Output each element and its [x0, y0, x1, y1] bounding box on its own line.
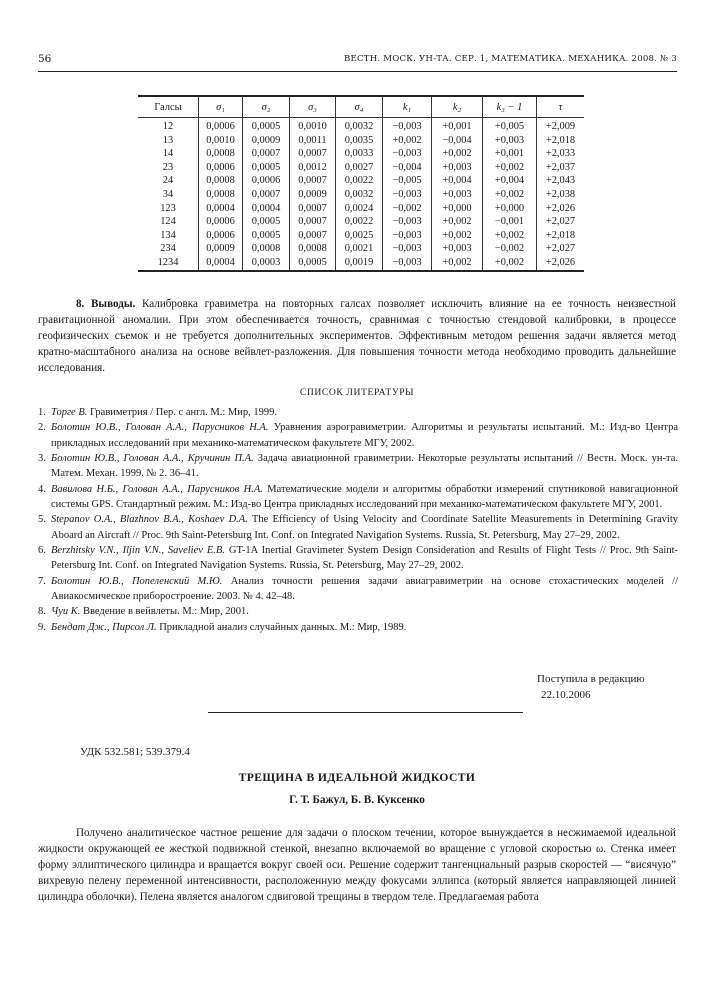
table-cell: 0,0005 — [243, 161, 290, 175]
table-cell: +0,002 — [483, 161, 537, 175]
table-cell: +0,003 — [432, 188, 483, 202]
table-cell: −0,003 — [383, 215, 432, 229]
table-cell: −0,002 — [383, 202, 432, 216]
table-cell: 0,0006 — [199, 118, 243, 134]
reference-authors: Торге В. — [51, 407, 88, 418]
table-cell: +0,002 — [432, 229, 483, 243]
section-heading: 8. Выводы. — [76, 298, 136, 310]
table-cell: 0,0005 — [243, 215, 290, 229]
table-cell: +2,027 — [537, 242, 585, 256]
reference-item — [38, 420, 678, 451]
reference-text: Задача авиационной гравиметрии. Некоторые результаты испытаний // Вестн. Моск. ун-та. Матем. Механ. 1999. № 2. 36–41. — [51, 453, 679, 480]
table-cell: 0,0004 — [199, 256, 243, 271]
reference-text: Гравиметрия / Пер. с англ. М.: Мир, 1999. — [87, 407, 277, 418]
table-cell: +0,002 — [432, 256, 483, 271]
table-cell: +0,000 — [483, 202, 537, 216]
table-cell: 0,0022 — [336, 174, 383, 188]
reference-item — [38, 543, 678, 574]
table-cell: 0,0005 — [243, 118, 290, 134]
reference-number: 5. — [38, 514, 46, 526]
reference-text: Уравнения аэрогравиметрии. Алгоритмы и результаты испытаний. М.: Изд-во Центра прикладных исследований при механико-математическом факультете МГУ, 2002. — [51, 422, 678, 449]
conclusions-paragraph — [38, 296, 676, 376]
received-note — [537, 671, 677, 703]
table-cell: 0,0004 — [243, 202, 290, 216]
reference-item — [38, 620, 678, 635]
table-cell: 0,0006 — [199, 229, 243, 243]
reference-authors: Болотин Ю.В., Попеленский М.Ю. — [51, 575, 223, 587]
table-cell: 0,0009 — [290, 188, 336, 202]
table-cell: +0,004 — [432, 174, 483, 188]
table-cell: 0,0011 — [290, 134, 336, 148]
reference-item — [38, 512, 678, 543]
reference-authors: Вавилова Н.Б., Голован А.А., Парусников Н.А. — [51, 483, 263, 495]
reference-authors: Болотин Ю.В., Голован А.А., Кручинин П.А. — [51, 453, 254, 465]
table-cell: +2,033 — [537, 147, 585, 161]
table-cell: 0,0010 — [290, 118, 336, 134]
abstract-paragraph: Получено аналитическое частное решение для задачи о плоском течении, которое вынуждается в несжимаемой идеальной жидкости окружающей ее жесткой подвижной стенкой, внезапно включаемой во вращение с угловой скоростью ω. Стенка имеет форму эллиптического цилиндра и вращается вокруг своей оси. Решение содержит тангенциальный разрыв скоростей — “висячую” вихревую пелену переменной интенсивности, расположенную между фокусами эллипса (который является направляющей линией цилиндра оболочки). Пелена является аналогом сдвиговой трещины в твердом теле. Предлагаемая работа — [38, 827, 676, 904]
table-cell: 0,0006 — [199, 161, 243, 175]
table-cell: 0,0032 — [336, 118, 383, 134]
column-header: σ₄ — [336, 96, 383, 118]
table-cell: +0,003 — [432, 242, 483, 256]
references-list — [38, 405, 678, 635]
table-cell: 0,0007 — [290, 229, 336, 243]
references-title: СПИСОК ЛИТЕРАТУРЫ — [299, 387, 415, 398]
table-cell: 0,0006 — [243, 174, 290, 188]
table-cell: 0,0027 — [336, 161, 383, 175]
table-cell: +0,002 — [483, 229, 537, 243]
table-cell: +0,004 — [483, 174, 537, 188]
table-body — [138, 118, 584, 271]
table-cell: 0,0025 — [336, 229, 383, 243]
table-cell: −0,003 — [383, 242, 432, 256]
table-cell: 0,0021 — [336, 242, 383, 256]
table-row — [138, 188, 584, 202]
conclusions-text: Калибровка гравиметра на повторных галсах позволяет исключить влияние на ее точность неизвестной гравитационной аномалии. При этом обеспечивается точность, сравнимая с точностью стендовой калибровки, в процессе геофизических съемок и не требуется дополнительных экспериментов. Эффективным методом решения задачи является метод кратно-масштабного анализа на основе вейвлет-разложения. Для повышения точности метода необходимо проводить дальнейшие исследования. — [38, 298, 676, 375]
table-cell-gals: 14 — [162, 148, 174, 160]
reference-text: GT-1A Inertial Gravimeter System Design Consideration and Results of Flight Tests // Proc. 9th Saint-Petersburg Int. Conf. on Integrated Navigation Systems. Russia, St. Petersburg, May 27–29, 2002. — [51, 545, 678, 572]
table-cell: 0,0008 — [199, 188, 243, 202]
reference-text: The Efficiency of Using Velocity and Coordinate Satellite Measurements in Determining Gravity Aboard an Aircraft // Proc. 9th Saint-Petersburg Int. Conf. on Integrated Navigation Systems. Russia, St. Petersburg, May 27–29, 2002. — [51, 514, 678, 541]
reference-item — [38, 451, 678, 482]
header-rule — [38, 71, 677, 72]
table-row — [138, 242, 584, 256]
article-separator — [208, 712, 523, 713]
table-cell: +0,003 — [483, 134, 537, 148]
reference-number: 7. — [38, 575, 46, 587]
received-date: 22.10.2006 — [541, 689, 591, 701]
table-cell-gals: 134 — [160, 229, 176, 241]
reference-text: Анализ точности решения задачи авиагравиметрии на основе стохастических моделей // Авиакосмическое приборостроение. 2003. № 4. 42–48. — [51, 575, 678, 603]
reference-authors: Berzhitsky V.N., Iljin V.N., Saveliev E.B. — [51, 545, 225, 557]
table-cell: 0,0007 — [243, 147, 290, 161]
table-cell: 0,0009 — [243, 134, 290, 148]
table-cell: −0,003 — [383, 147, 432, 161]
table-cell: +0,002 — [483, 188, 537, 202]
reference-number: 1. — [38, 407, 46, 418]
table-cell: 0,0007 — [290, 215, 336, 229]
table-row — [138, 174, 584, 188]
journal-reference: ВЕСТН. МОСК. УН-ТА. СЕР. 1, МАТЕМАТИКА. МЕХАНИКА. 2008. № 3 — [344, 54, 677, 64]
table-cell: +2,018 — [537, 134, 585, 148]
table-header-row — [138, 96, 584, 118]
reference-text: Введение в вейвлеты. М.: Мир, 2001. — [80, 606, 249, 618]
reference-number: 4. — [38, 483, 46, 495]
table-cell: −0,003 — [383, 256, 432, 271]
table-cell: 0,0007 — [290, 202, 336, 216]
reference-item — [38, 604, 678, 619]
reference-authors: Stepanov O.A., Blazhnov B.A., Koshaev D.A. — [51, 514, 248, 526]
table-cell: 0,0005 — [243, 229, 290, 243]
table-cell: +2,026 — [537, 256, 585, 271]
table-cell: 0,0004 — [199, 202, 243, 216]
table-cell: +0,001 — [483, 147, 537, 161]
table-cell: +0,001 — [432, 118, 483, 134]
table-cell: +2,009 — [537, 118, 585, 134]
table-cell: 0,0007 — [290, 147, 336, 161]
table-cell-gals: 1234 — [157, 256, 179, 268]
table-row — [138, 118, 584, 134]
reference-item — [38, 574, 678, 605]
table-cell: +0,002 — [483, 256, 537, 271]
table-cell-gals: 13 — [162, 134, 174, 146]
table-cell: −0,005 — [383, 174, 432, 188]
table-row — [138, 147, 584, 161]
table-cell: 0,0008 — [199, 174, 243, 188]
table-cell: +0,002 — [432, 215, 483, 229]
column-header: σ₃ — [290, 96, 336, 118]
reference-authors: Бендат Дж., Пирсол Л. — [51, 621, 157, 633]
table-cell: 0,0035 — [336, 134, 383, 148]
table-cell: 0,0007 — [243, 188, 290, 202]
reference-text: Прикладной анализ случайных данных. М.: Мир, 1989. — [156, 621, 407, 633]
table-row — [138, 134, 584, 148]
column-header: σ₁ — [199, 96, 243, 118]
table-cell-gals: 234 — [160, 243, 176, 255]
table-cell: +2,043 — [537, 174, 585, 188]
table-cell: +0,002 — [383, 134, 432, 148]
column-header: k₃ − 1 — [483, 96, 537, 118]
table-cell: 0,0019 — [336, 256, 383, 271]
table-cell: +2,038 — [537, 188, 585, 202]
udc-code: УДК 532.581; 539.379.4 — [80, 746, 190, 758]
table-cell: −0,004 — [383, 161, 432, 175]
table-cell: 0,0008 — [199, 147, 243, 161]
table-cell: 0,0006 — [199, 215, 243, 229]
table-cell-gals: 23 — [162, 161, 174, 173]
table-row — [138, 229, 584, 243]
table-row — [138, 215, 584, 229]
reference-item — [38, 482, 678, 513]
table-cell: +0,002 — [432, 147, 483, 161]
table-cell: 0,0010 — [199, 134, 243, 148]
table-cell-gals: 123 — [160, 202, 176, 214]
table-cell: 0,0009 — [199, 242, 243, 256]
column-header: τ — [537, 96, 585, 118]
table-cell-gals: 12 — [162, 121, 174, 132]
column-header: k₂ — [432, 96, 483, 118]
table-cell: +2,026 — [537, 202, 585, 216]
table-row — [138, 256, 584, 271]
column-header: σ₂ — [243, 96, 290, 118]
reference-text: Математические модели и алгоритмы обработки измерений спутниковой навигационной системы GPS. Стандартный режим. М.: Изд-во Центра прикладных исследований при механико-математическом факультете МГУ, 2001. — [51, 483, 678, 511]
table-cell: −0,004 — [432, 134, 483, 148]
table-cell: 0,0012 — [290, 161, 336, 175]
table-cell: 0,0008 — [243, 242, 290, 256]
table-cell: 0,0032 — [336, 188, 383, 202]
table-cell: 0,0003 — [243, 256, 290, 271]
table-row — [138, 202, 584, 216]
reference-number: 6. — [38, 545, 46, 557]
table-cell: +0,003 — [432, 161, 483, 175]
running-header — [38, 51, 677, 67]
table-cell: −0,003 — [383, 229, 432, 243]
column-header: Галсы — [138, 96, 199, 118]
table-cell-gals: 34 — [162, 188, 174, 200]
table-cell: +2,018 — [537, 229, 585, 243]
article-authors: Г. Т. Бажул, Б. В. Куксенко — [289, 794, 425, 806]
table-cell-gals: 24 — [162, 175, 174, 187]
table-cell: −0,003 — [383, 118, 432, 134]
received-label: Поступила в редакцию — [537, 673, 645, 685]
table-cell: 0,0033 — [336, 147, 383, 161]
article-title: ТРЕЩИНА В ИДЕАЛЬНОЙ ЖИДКОСТИ — [238, 771, 476, 784]
table-cell: 0,0022 — [336, 215, 383, 229]
table-cell: 0,0024 — [336, 202, 383, 216]
reference-authors: Болотин Ю.В., Голован А.А., Парусников Н.А. — [51, 422, 269, 434]
table-cell: +2,027 — [537, 215, 585, 229]
reference-number: 2. — [38, 422, 46, 434]
reference-number: 9. — [38, 621, 46, 633]
table-cell: 0,0007 — [290, 174, 336, 188]
table-cell: −0,001 — [483, 215, 537, 229]
reference-authors: Чуи К. — [51, 606, 81, 618]
table-cell-gals: 124 — [160, 216, 176, 228]
reference-number: 3. — [38, 453, 46, 465]
table-cell: +0,000 — [432, 202, 483, 216]
table-cell: +2,037 — [537, 161, 585, 175]
page-number: 56 — [38, 53, 52, 65]
calibration-table — [138, 95, 584, 272]
table-cell: −0,003 — [383, 188, 432, 202]
table-cell: −0,002 — [483, 242, 537, 256]
table-cell: 0,0005 — [290, 256, 336, 271]
column-header: k₁ — [383, 96, 432, 118]
reference-number: 8. — [38, 606, 46, 618]
reference-item — [38, 405, 678, 420]
table-cell: +0,005 — [483, 118, 537, 134]
table-row — [138, 161, 584, 175]
table-cell: 0,0008 — [290, 242, 336, 256]
